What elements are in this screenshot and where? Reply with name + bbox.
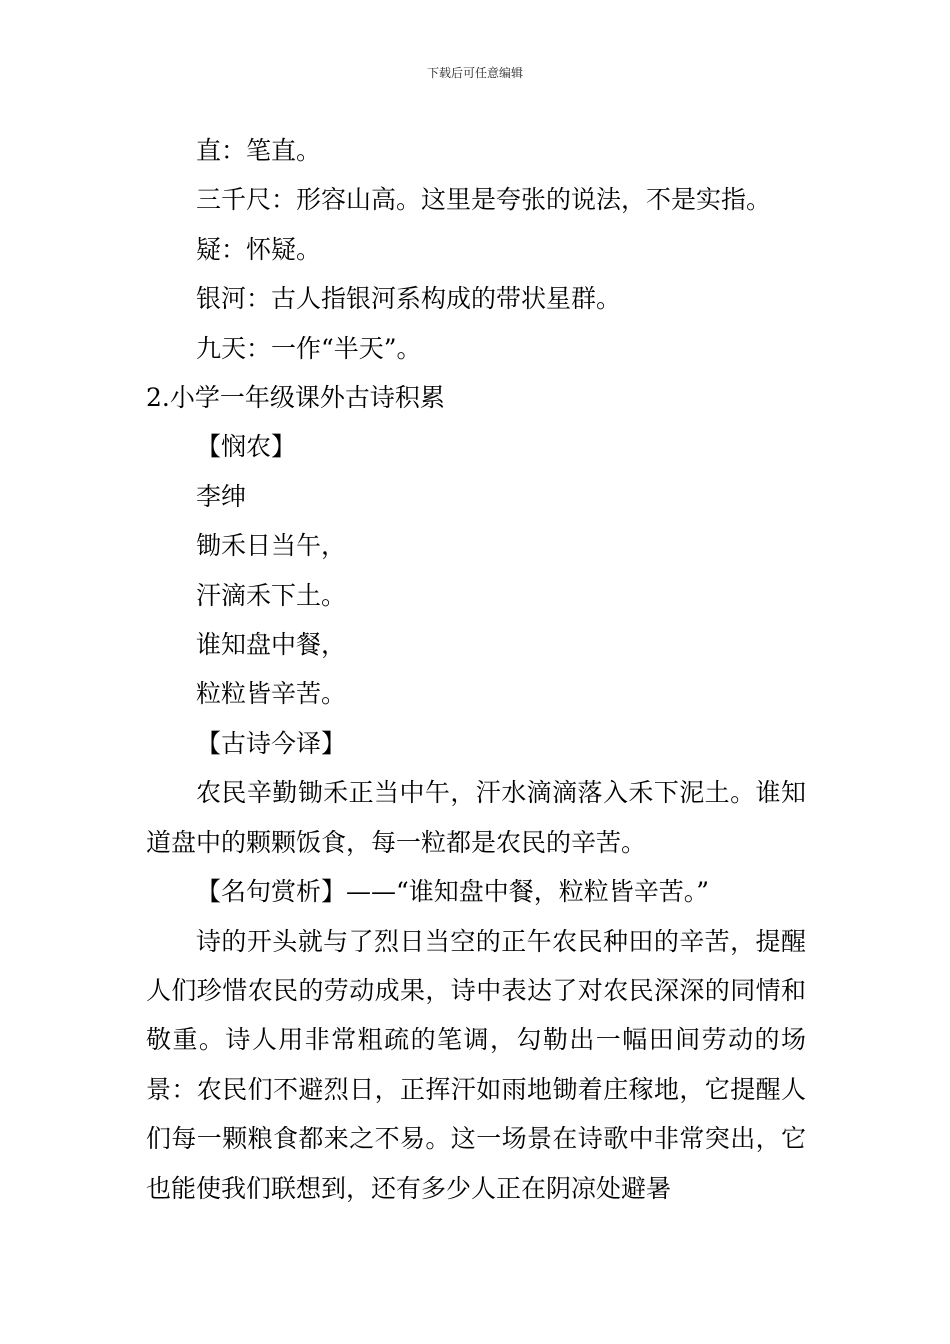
translation-paragraph: 农民辛勤锄禾正当中午，汗水滴滴落入禾下泥土。谁知道盘中的颗颗饭食，每一粒都是农民的辛苦。 [146,778,806,857]
annotation-line: 三千尺：形容山高。这里是夸张的说法，不是实指。 [196,185,772,215]
poem-line: 汗滴禾下土。 [196,580,347,610]
annotation-line: 疑：怀疑。 [196,234,322,264]
poem-title: 【悯农】 [196,432,297,462]
poem-line: 谁知盘中餐， [196,630,347,660]
appreciation-heading: 【名句赏析】——“谁知盘中餐，粒粒皆辛苦。” [196,877,710,907]
poem-author: 李绅 [196,481,247,511]
appreciation-paragraph: 诗的开头就与了烈日当空的正午农民种田的辛苦，提醒人们珍惜农民的劳动成果，诗中表达了对农民深深的同情和敬重。诗人用非常粗疏的笔调，勾勒出一幅田间劳动的场景：农民们不避烈日，正挥汗如雨地锄着庄稼地，它提醒人们每一颗粮食都来之不易。这一场景在诗歌中非常突出，它也能使我们联想到，还有多少人正在阴凉处避暑 [146,926,806,1203]
poem-line: 锄禾日当午， [196,531,347,561]
annotation-line: 银河：古人指银河系构成的带状星群。 [196,284,622,314]
poem-line: 粒粒皆辛苦。 [196,679,347,709]
annotation-line: 九天：一作“半天”。 [196,333,422,363]
translation-heading: 【古诗今译】 [196,728,347,758]
section-heading: 2.小学一年级课外古诗积累 [146,383,445,413]
page-header: 下载后可任意编辑 [426,66,523,80]
document-body [146,126,806,1213]
annotation-line: 直：笔直。 [196,136,322,165]
